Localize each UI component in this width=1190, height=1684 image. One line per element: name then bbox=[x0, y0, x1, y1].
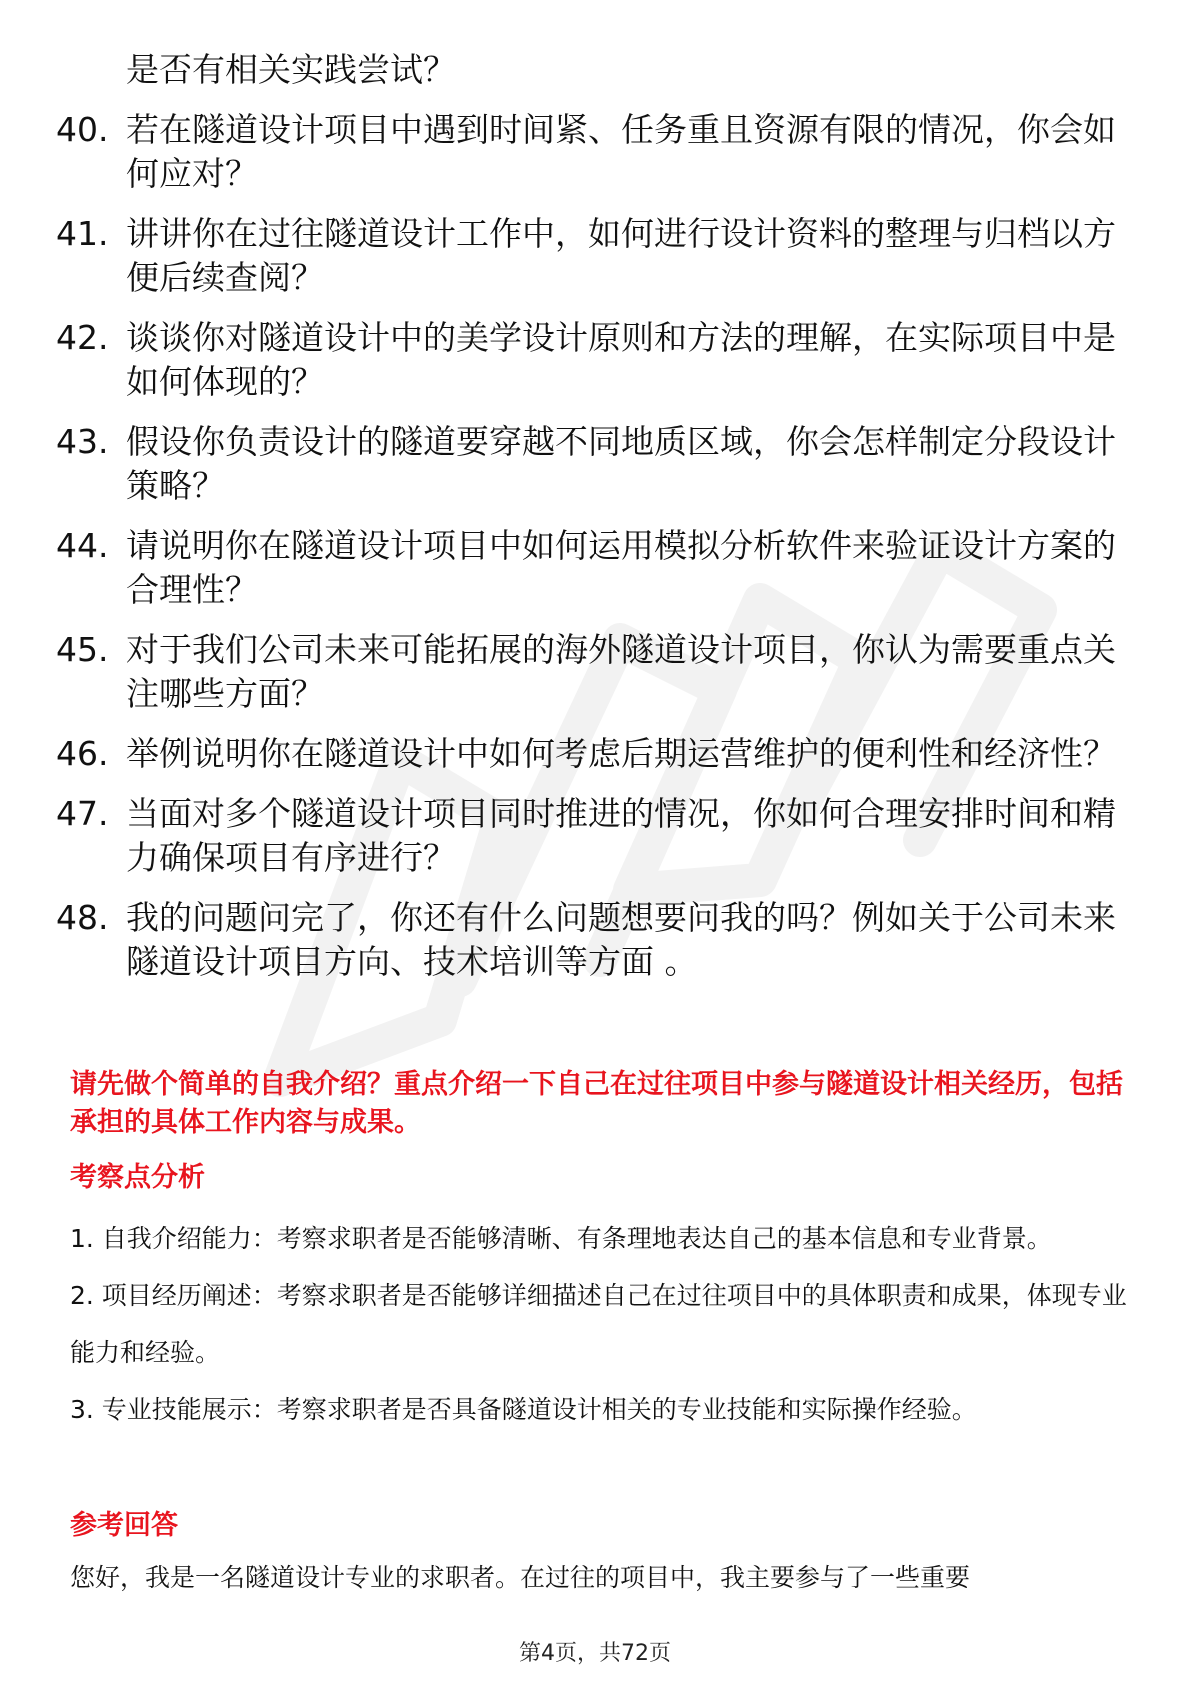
question-text: 若在隧道设计项目中遇到时间紧、任务重且资源有限的情况，你会如何应对？ bbox=[126, 110, 1116, 193]
question-continuation: 是否有相关实践尝试？ bbox=[126, 50, 456, 89]
reference-text: 您好，我是一名隧道设计专业的求职者。在过往的项目中，我主要参与了一些重要 bbox=[70, 1563, 971, 1592]
question-number: 47. bbox=[56, 794, 109, 833]
question-number: 40. bbox=[56, 110, 109, 149]
highlight-question: 请先做个简单的自我介绍？重点介绍一下自己在过往项目中参与隧道设计相关经历，包括承担的具体工作内容与成果。 bbox=[70, 1069, 1123, 1138]
question-item bbox=[56, 316, 1116, 404]
question-item bbox=[56, 732, 1116, 776]
question-item bbox=[56, 792, 1116, 880]
analysis-point: 2. 项目经历阐述：考察求职者是否能够详细描述自己在过往项目中的具体职责和成果，体现专业能力和经验。 bbox=[70, 1281, 1127, 1367]
question-number: 46. bbox=[56, 734, 109, 773]
question-text: 假设你负责设计的隧道要穿越不同地质区域，你会怎样制定分段设计策略？ bbox=[126, 422, 1116, 505]
question-number: 41. bbox=[56, 214, 109, 253]
question-number: 42. bbox=[56, 318, 109, 357]
question-number: 48. bbox=[56, 898, 109, 937]
question-item bbox=[56, 420, 1116, 508]
question-number: 44. bbox=[56, 526, 109, 565]
question-item bbox=[56, 108, 1116, 196]
analysis-point: 3. 专业技能展示：考察求职者是否具备隧道设计相关的专业技能和实际操作经验。 bbox=[70, 1395, 977, 1424]
analysis-point: 1. 自我介绍能力：考察求职者是否能够清晰、有条理地表达自己的基本信息和专业背景。 bbox=[70, 1224, 1052, 1253]
question-text: 请说明你在隧道设计项目中如何运用模拟分析软件来验证设计方案的合理性？ bbox=[126, 526, 1116, 609]
question-number: 43. bbox=[56, 422, 109, 461]
page-footer: 第4页，共72页 bbox=[519, 1641, 671, 1666]
question-item bbox=[56, 628, 1116, 716]
analysis-list bbox=[70, 1210, 1130, 1438]
question-item bbox=[56, 896, 1116, 984]
question-text: 举例说明你在隧道设计中如何考虑后期运营维护的便利性和经济性？ bbox=[126, 734, 1116, 773]
reference-heading: 参考回答 bbox=[70, 1510, 178, 1541]
question-text: 当面对多个隧道设计项目同时推进的情况，你如何合理安排时间和精力确保项目有序进行？ bbox=[126, 794, 1116, 877]
question-item bbox=[56, 212, 1116, 300]
question-text: 谈谈你对隧道设计中的美学设计原则和方法的理解，在实际项目中是如何体现的？ bbox=[126, 318, 1116, 401]
question-number: 45. bbox=[56, 630, 109, 669]
question-list bbox=[56, 48, 1116, 984]
question-text: 讲讲你在过往隧道设计工作中，如何进行设计资料的整理与归档以方便后续查阅？ bbox=[126, 214, 1116, 297]
question-item bbox=[56, 524, 1116, 612]
question-text: 我的问题问完了，你还有什么问题想要问我的吗？例如关于公司未来隧道设计项目方向、技术培训等方面 。 bbox=[126, 898, 1116, 981]
analysis-heading: 考察点分析 bbox=[70, 1162, 205, 1193]
question-text: 对于我们公司未来可能拓展的海外隧道设计项目，你认为需要重点关注哪些方面？ bbox=[126, 630, 1116, 713]
